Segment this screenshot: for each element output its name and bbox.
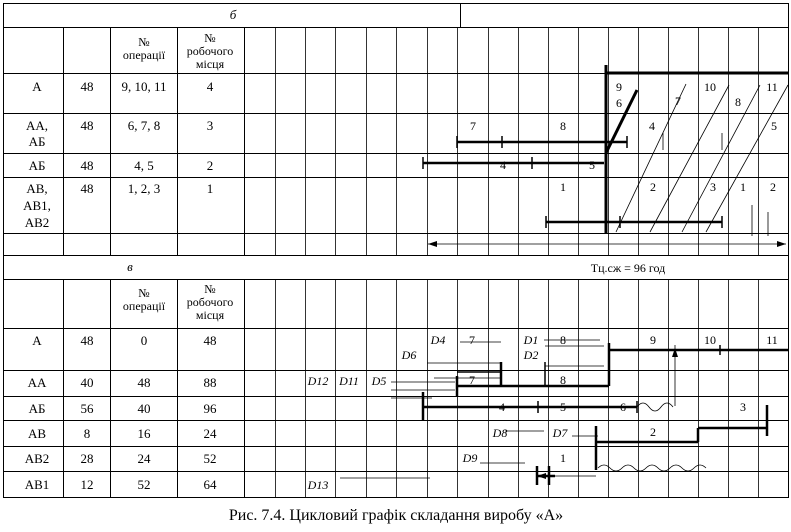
v-row6-ops: 52 — [137, 477, 151, 492]
v-label-8: 8 — [560, 333, 566, 347]
b-row4-ops: 1, 2, 3 — [127, 181, 161, 196]
v-label-7: 7 — [469, 333, 475, 347]
b-row1-qty: 48 — [80, 79, 94, 94]
v-label-D4: D4 — [430, 333, 446, 347]
b-label-10: 10 — [704, 80, 716, 94]
v-row4-qty: 8 — [83, 426, 91, 441]
b-label-5: 5 — [589, 158, 595, 172]
b-label-4a: 4 — [649, 119, 655, 133]
v-row2-qty: 40 — [80, 375, 94, 390]
v-label-6: 6 — [620, 400, 626, 414]
section-b-graphics — [423, 65, 788, 247]
v-row3-place: 96 — [203, 401, 217, 416]
v-row6-qty: 12 — [80, 477, 94, 492]
v-row1-name: А — [32, 333, 42, 348]
b-row1-ops: 9, 10, 11 — [121, 79, 167, 94]
b-row4-name1: АВ, — [26, 181, 48, 196]
v-label-1: 1 — [560, 451, 566, 465]
v-row5-place: 52 — [203, 451, 217, 466]
b-label-1a: 1 — [740, 180, 746, 194]
table-grid — [3, 3, 789, 498]
b-row2-name1: АА, — [25, 118, 49, 133]
v-row3-qty: 56 — [80, 401, 94, 416]
cycle-duration-label: Tц.сж = 96 год — [590, 261, 666, 275]
header-place-line1: № — [204, 31, 216, 45]
v-label-D1: D1 — [523, 333, 539, 347]
b-label-4: 4 — [500, 158, 506, 172]
b-label-9: 9 — [616, 80, 622, 94]
header-ops-line2: операції — [122, 48, 166, 62]
v-row3-ops: 40 — [137, 401, 151, 416]
section-v-label: в — [127, 259, 133, 274]
v-label-11: 11 — [766, 333, 778, 347]
figure-caption: Рис. 7.4. Цикловий графік складання виробу «А» — [228, 507, 564, 524]
v-label-10: 10 — [704, 333, 716, 347]
v-row4-ops: 16 — [137, 426, 151, 441]
v-label-4: 4 — [499, 400, 505, 414]
b-row3-qty: 48 — [80, 158, 94, 173]
v-header-ops-line1: № — [138, 286, 150, 300]
b-row3-ops: 4, 5 — [134, 158, 154, 173]
v-label-D7: D7 — [552, 426, 568, 440]
v-row5-qty: 28 — [80, 451, 94, 466]
v-row4-name: АВ — [27, 426, 47, 441]
v-header-place-line2: робочого — [186, 295, 234, 309]
b-label-8: 8 — [560, 119, 566, 133]
b-row2-place: 3 — [206, 118, 214, 133]
v-row3-name: АБ — [28, 401, 46, 416]
v-row4-place: 24 — [203, 426, 217, 441]
time-grid-v — [276, 279, 759, 497]
v-row1-qty: 48 — [80, 333, 94, 348]
v-label-D6: D6 — [401, 348, 417, 362]
v-row6-place: 64 — [203, 477, 217, 492]
b-row1-name: А — [32, 79, 42, 94]
header-place-line3: місця — [195, 57, 225, 71]
v-row6-name: АВ1 — [24, 477, 50, 492]
v-label-D5: D5 — [371, 374, 387, 388]
b-label-2a: 2 — [770, 180, 776, 194]
v-header-place-line1: № — [204, 282, 216, 296]
header-ops-line1: № — [138, 35, 150, 49]
b-label-11: 11 — [766, 80, 778, 94]
b-label-2: 2 — [650, 180, 656, 194]
v-row5-ops: 24 — [137, 451, 151, 466]
v-label-D12: D12 — [307, 374, 329, 388]
b-row1-place: 4 — [206, 79, 214, 94]
section-b-text — [23, 7, 778, 275]
v-row1-place: 48 — [203, 333, 217, 348]
v-row2-place: 88 — [203, 375, 217, 390]
b-label-3: 3 — [710, 180, 716, 194]
v-label-7b: 7 — [469, 373, 475, 387]
b-row2-qty: 48 — [80, 118, 94, 133]
v-row1-ops: 0 — [140, 333, 148, 348]
v-label-9: 9 — [650, 333, 656, 347]
b-label-7a: 7 — [675, 94, 681, 108]
b-row2-ops: 6, 7, 8 — [127, 118, 161, 133]
v-label-8b: 8 — [560, 373, 566, 387]
b-label-8a: 8 — [735, 95, 741, 109]
v-label-D13: D13 — [307, 478, 329, 492]
v-label-5: 5 — [560, 400, 566, 414]
b-row4-name3: АВ2 — [24, 215, 50, 230]
section-v-text — [25, 259, 778, 492]
header-place-line2: робочого — [186, 44, 234, 58]
v-row2-ops: 48 — [137, 375, 151, 390]
v-label-3: 3 — [740, 400, 746, 414]
b-row4-place: 1 — [206, 181, 214, 196]
b-label-7: 7 — [470, 119, 476, 133]
v-header-ops-line2: операції — [122, 299, 166, 313]
v-row5-name: АВ2 — [24, 451, 50, 466]
b-label-1: 1 — [560, 180, 566, 194]
v-row2-name: АА — [27, 375, 47, 390]
v-header-place-line3: місця — [195, 308, 225, 322]
b-label-5a: 5 — [771, 119, 777, 133]
v-label-D9: D9 — [462, 451, 478, 465]
section-b-label: б — [229, 7, 237, 22]
b-row4-qty: 48 — [80, 181, 94, 196]
b-row3-name: АБ — [28, 158, 46, 173]
v-label-2: 2 — [650, 425, 656, 439]
b-row3-place: 2 — [206, 158, 214, 173]
b-label-6: 6 — [616, 96, 622, 110]
v-label-D8: D8 — [492, 426, 508, 440]
b-row4-name2: АВ1, — [23, 198, 51, 213]
v-label-D11: D11 — [339, 374, 359, 388]
b-row2-name2: АБ — [28, 134, 46, 149]
v-label-D2: D2 — [523, 348, 539, 362]
